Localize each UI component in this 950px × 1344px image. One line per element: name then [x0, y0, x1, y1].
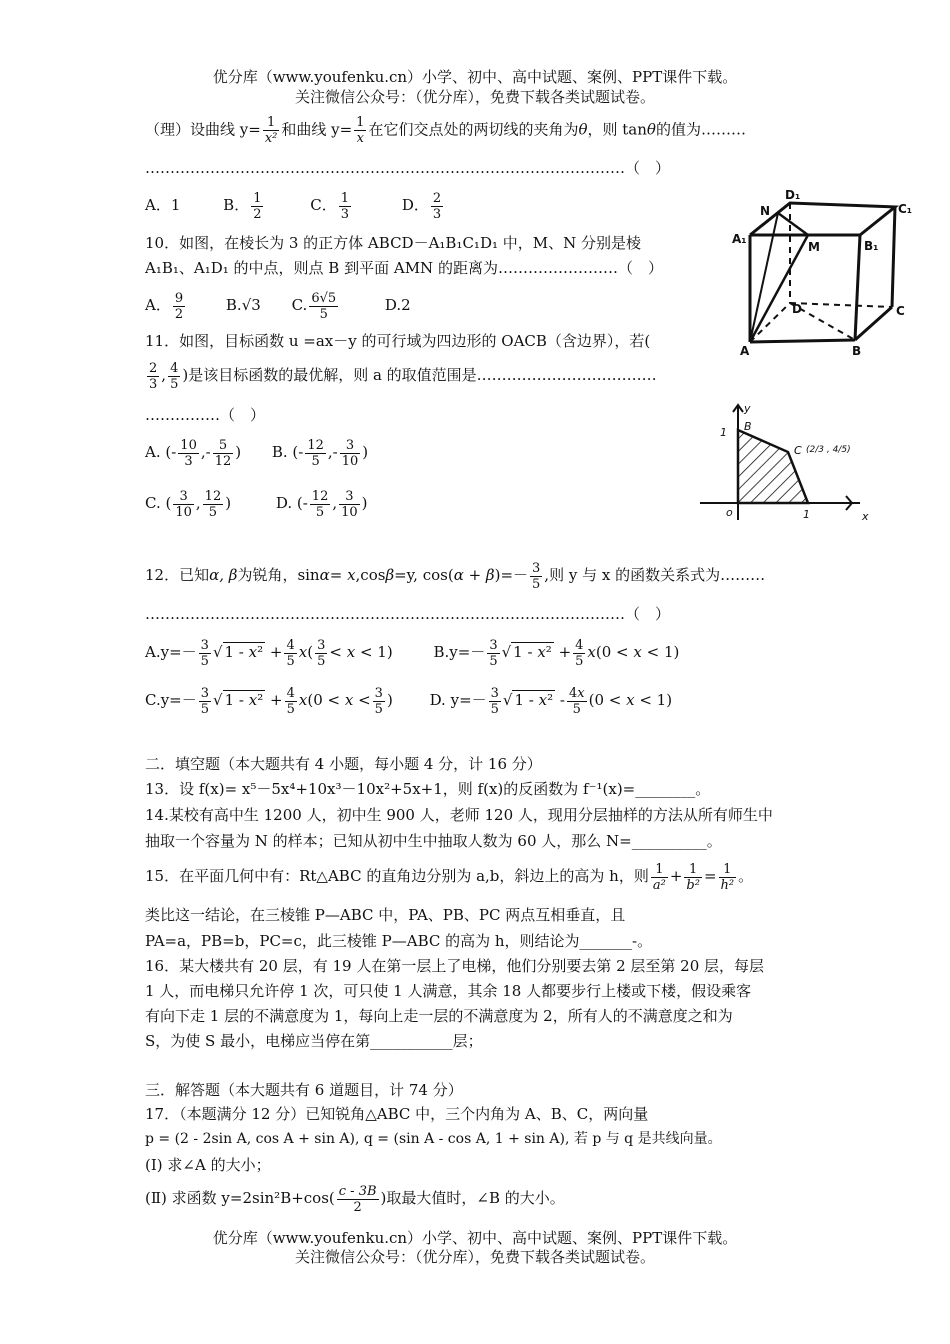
label-d: D [792, 302, 802, 316]
question-13: 13．设 f(x)= x⁵－5x⁴+10x³－10x²+5x+1，则 f(x)的反函数为 f⁻¹(x)=________。 [145, 780, 711, 798]
section-3-title: 三．解答题（本大题共有 6 道题目，计 74 分） [145, 1081, 463, 1099]
header-line-1: 优分库（www.youfenku.cn）小学、初中、高中试题、案例、PPT课件下载。 [212, 68, 738, 86]
question-16-line-3: 有向下走 1 层的不满意度为 1，每向上走一层的不满意度为 2，所有人的不满意度之和为 [145, 1007, 733, 1025]
question-17-part-2: (Ⅱ) 求函数 y=2sin²B+cos( $\frac{c - 3B}{2}$ )取最大值时，∠B 的大小。 [145, 1183, 565, 1215]
label-b: B [852, 344, 862, 358]
question-11-line-2: $\frac{2}{3}$ , $\frac{4}{5}$ )是该目标函数的最优解，则 a 的取值范围是……………………………… [149, 360, 657, 392]
label-y: y [744, 402, 751, 415]
question-16-line-4: S，为使 S 最小，电梯应当停在第___________层； [145, 1032, 483, 1050]
label-c1: C₁ [898, 202, 913, 216]
question-11-options-cd: C. ( $\frac{3}{10}$ , $\frac{12}{5}$ ) D. (- $\frac{12}{5}$ , $\frac{3}{10}$ ) [145, 488, 368, 520]
label-1-x: 1 [803, 508, 810, 521]
question-9: （理）设曲线 y= $\frac{1}{\text{x²}}$ 和曲线 y= $\frac{1}{x}$ 在它们交点处的两切线的夹角为θ，则 tanθ的值为……… [145, 115, 746, 146]
question-9-dots: ……………………………………………………………………………………（ ） [145, 159, 671, 177]
question-15-line-3: PA=a，PB=b，PC=c，此三棱锥 P—ABC 的高为 h，则结论为_______-。 [145, 932, 653, 950]
feasible-region-figure [700, 400, 885, 525]
question-17-part-1: (Ⅰ) 求∠A 的大小； [145, 1156, 271, 1174]
question-15-line-1: 15．在平面几何中有：Rt△ABC 的直角边分别为 a,b，斜边上的高为 h，则 $\frac{1}{\text{a²}}$ + $\frac{1}{\text{b²}}$ = $\frac{1}{\text{h²}}$ 。 [145, 861, 754, 893]
label-d1: D₁ [785, 188, 801, 202]
label-c: C [896, 304, 905, 318]
label-b: B [744, 420, 752, 433]
question-12-line-1: 12．已知α, β为锐角，sinα= x,cosβ=y, cos(α + β)=－ $\frac{3}{5}$ ,则 y 与 x 的函数关系式为……… [145, 560, 766, 592]
label-m: M [808, 240, 820, 254]
cube-figure [730, 185, 920, 360]
label-o: o [726, 506, 733, 519]
label-a1: A₁ [732, 232, 747, 246]
question-17-vectors: p = (2 - 2sin A, cos A + sin A), q = (sin A - cos A, 1 + sin A), 若 p 与 q 是共线向量。 [145, 1131, 722, 1147]
question-16-line-1: 16．某大楼共有 20 层，有 19 人在第一层上了电梯，他们分别要去第 2 层至第 20 层，每层 [145, 957, 765, 975]
section-2-title: 二．填空题（本大题共有 4 小题，每小题 4 分，计 16 分） [145, 755, 542, 773]
label-b1: B₁ [864, 239, 879, 253]
label-c-coord: (2/3 , 4/5) [806, 445, 851, 455]
question-10-line-2: A₁B₁、A₁D₁ 的中点，则点 B 到平面 AMN 的距离为……………………（ ） [145, 259, 663, 277]
label-x: x [862, 510, 869, 523]
question-10-line-1: 10．如图，在棱长为 3 的正方体 ABCD－A₁B₁C₁D₁ 中，M、N 分别是棱 [145, 234, 642, 252]
question-14-line-1: 14.某校有高中生 1200 人，初中生 900 人，老师 120 人，现用分层抽样的方法从所有师生中 [145, 806, 773, 824]
label-a: A [740, 344, 750, 358]
question-12-dots: ……………………………………………………………………………………（ ） [145, 605, 671, 623]
label-n: N [760, 204, 771, 218]
question-12-options-cd: C.y=－ $\frac{3}{5}$ √ 1 - x² + $\frac{4}{5}$ x(0 < x < $\frac{3}{5}$ ) D. y=－ $\frac{3}{5}$ √ 1 - x² - $\frac{4x}{5}$ (0 < x < 1) [145, 685, 673, 717]
question-12-options-ab: A.y=－ $\frac{3}{5}$ √ 1 - x² + $\frac{4}{5}$ x( $\frac{3}{5}$ < x < 1) B.y=－ $\frac{3}{5}$ √ 1 - x² + $\frac{4}{5}$ x(0 < x < 1) [145, 637, 680, 669]
label-c: C [794, 444, 802, 457]
question-10-options: A． $\frac{9}{2}$ B.√3 C. $\frac{6√5}{5}$ D.2 [145, 290, 411, 322]
question-15-line-2: 类比这一结论，在三棱锥 P—ABC 中，PA、PB、PC 两点互相垂直，且 [145, 906, 626, 924]
question-11-line-3: ……………（ ） [145, 406, 266, 424]
footer-line-2: 关注微信公众号：（优分库），免费下载各类试题试卷。 [294, 1248, 655, 1266]
question-11-options-ab: A. (- $\frac{10}{3}$ ,- $\frac{5}{12}$ ) B. (- $\frac{12}{5}$ ,- $\frac{3}{10}$ ) [145, 437, 369, 469]
footer-line-1: 优分库（www.youfenku.cn）小学、初中、高中试题、案例、PPT课件下载。 [212, 1229, 738, 1247]
question-17-line-1: 17．（本题满分 12 分）已知锐角△ABC 中，三个内角为 A、B、C，两向量 [145, 1105, 649, 1123]
label-1-y: 1 [720, 426, 727, 439]
header-line-2: 关注微信公众号：（优分库），免费下载各类试题试卷。 [294, 88, 655, 106]
question-9-options: A．1 B． $\frac{1}{2}$ C． $\frac{1}{3}$ D． $\frac{2}{3}$ [145, 190, 442, 222]
question-11-line-1: 11．如图，目标函数 u =ax－y 的可行域为四边形的 OACB（含边界），若( [145, 332, 651, 350]
question-16-line-2: 1 人，而电梯只允许停 1 次，可只使 1 人满意，其余 18 人都要步行上楼或下楼，假设乘客 [145, 982, 752, 1000]
question-14-line-2: 抽取一个容量为 N 的样本；已知从初中生中抽取人数为 60 人，那么 N=__________。 [145, 832, 722, 850]
